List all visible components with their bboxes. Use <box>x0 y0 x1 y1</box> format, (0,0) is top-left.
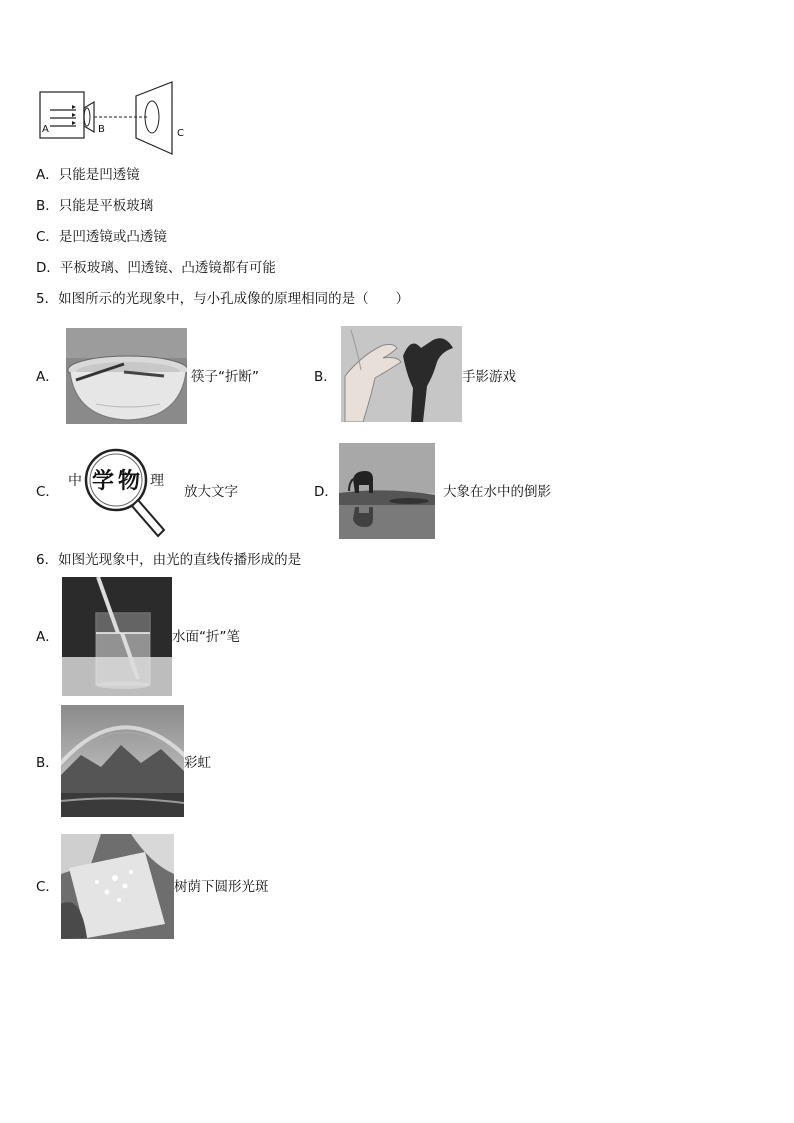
magnifier-image <box>64 440 174 540</box>
q5-stem: 5．如图所示的光现象中，与小孔成像的原理相同的是（ ） <box>36 291 410 307</box>
q5-option-d-caption: 大象在水中的倒影 <box>443 484 551 500</box>
hand-shadow-image <box>341 326 462 422</box>
magnifier-text-wu: 物 <box>118 468 141 494</box>
q6-option-a-letter: A． <box>36 629 59 645</box>
q4-option-b: B．只能是平板玻璃 <box>36 198 154 214</box>
q5-option-a-caption: 筷子“折断” <box>191 369 259 385</box>
pencil-in-water-image <box>62 577 172 696</box>
q6-option-a-caption: 水面“折”笔 <box>172 629 240 645</box>
label-c: C <box>177 128 184 139</box>
q5-option-c-caption: 放大文字 <box>184 484 238 500</box>
q5-option-b-caption: 手影游戏 <box>462 369 516 385</box>
q4-diagram <box>36 80 196 156</box>
q5-option-a-letter: A． <box>36 369 59 385</box>
q4-option-c: C．是凹透镜或凸透镜 <box>36 229 167 245</box>
q5-option-d-letter: D． <box>314 484 338 500</box>
q6-option-b-caption: 彩虹 <box>184 755 211 771</box>
magnifier-text-xue: 学 <box>92 468 115 494</box>
q5-option-c-letter: C． <box>36 484 59 500</box>
magnifier-text-li: 理 <box>150 473 164 489</box>
rainbow-image <box>61 705 184 817</box>
q6-option-c-caption: 树荫下圆形光斑 <box>174 879 269 895</box>
q6-stem: 6．如图光现象中，由光的直线传播形成的是 <box>36 552 302 568</box>
magnifier-text-zhong: 中 <box>68 473 82 489</box>
lens-box-diagram <box>36 80 196 156</box>
chopsticks-bowl-image <box>66 328 187 424</box>
elephant-reflection-image <box>339 443 435 539</box>
label-a: A <box>42 124 49 135</box>
light-spots-image <box>61 834 174 939</box>
q5-option-b-letter: B． <box>314 369 337 385</box>
label-b: B <box>98 124 105 135</box>
q4-option-a: A．只能是凹透镜 <box>36 167 140 183</box>
q6-option-c-letter: C． <box>36 879 59 895</box>
q4-option-d: D．平板玻璃、凹透镜、凸透镜都有可能 <box>36 260 276 276</box>
q6-option-b-letter: B． <box>36 755 59 771</box>
